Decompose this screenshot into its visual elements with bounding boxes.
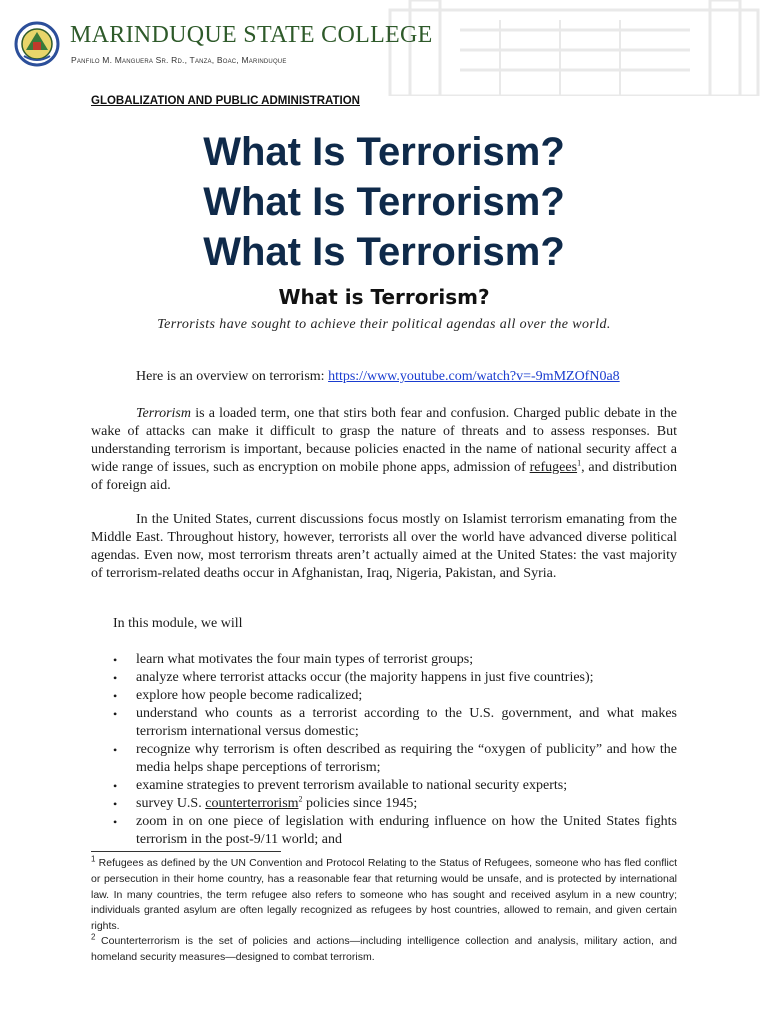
bullet-icon: • <box>113 689 118 703</box>
footnote-2-number: 2 <box>91 932 96 942</box>
bullet-icon: • <box>113 653 118 667</box>
list-item: • analyze where terrorist attacks occur (the majority happens in just five countries); <box>113 670 594 685</box>
refugees-link[interactable]: refugees <box>529 460 578 475</box>
footnote-divider <box>91 851 281 852</box>
paragraph2-text: In the United States, current discussions focus mostly on Islamist terrorism emanating from the Middle East. Throughout history, however, terrorists all over the world have advanced diverse political agendas. Even now, most terrorism threats aren’t actually aimed at the United States: the vast majority of terrorism-related deaths occur in Afghanistan, Iraq, Nigeria, Pakistan, and Syria. <box>91 512 677 581</box>
bullet7-pre: survey U.S. <box>136 796 206 811</box>
list-item: • explore how people become radicalized; <box>113 688 363 703</box>
page-title-line-3: What Is Terrorism? <box>203 230 565 274</box>
footnote-2 <box>91 934 677 966</box>
section-heading: What is Terrorism? <box>278 285 490 309</box>
building-watermark <box>380 0 768 96</box>
epigraph: Terrorists have sought to achieve their political agendas all over the world. <box>157 317 611 332</box>
footnote-2-text: Counterterrorism is the set of policies and actions—including intelligence collection and analysis, military action, and homeland security measures—designed to combat terrorism. <box>91 935 677 963</box>
page-title-line-2: What Is Terrorism? <box>203 180 565 224</box>
college-address: Panfilo M. Manguera Sr. Rd., Tanza, Boac, Marinduque <box>71 55 287 65</box>
bullet7-post: policies since 1945; <box>302 796 418 811</box>
page-title-line-1: What Is Terrorism? <box>203 130 565 174</box>
course-title: GLOBALIZATION AND PUBLIC ADMINISTRATION <box>91 95 360 107</box>
list-item: • learn what motivates the four main types of terrorist groups; <box>113 652 474 667</box>
footnote-ref-1[interactable]: 1 <box>577 458 582 468</box>
paragraph-united-states <box>91 511 677 583</box>
footnote-1 <box>91 856 677 935</box>
bullet-icon: • <box>113 797 118 811</box>
module-intro: In this module, we will <box>113 616 243 631</box>
overview-line <box>136 369 620 385</box>
footnote-1-text: Refugees as defined by the UN Convention and Protocol Relating to the Status of Refugees, someone who has fled conflict or persecution in their home country, has a reasonable fear that returning would be unsafe, and is protected by international law. In many countries, the term refugee also refers to someone who has sought and received asylum in a new country; individuals granted asylum are often legally recognized as refugees by host countries, allowed to remain, and given certain rights. <box>91 857 677 933</box>
list-item: • recognize why terrorism is often described as requiring the “oxygen of publicity” and how the media helps shape perceptions of terrorism; <box>113 742 677 775</box>
module-objectives-list <box>113 651 677 849</box>
bullet-icon: • <box>113 671 118 685</box>
bullet-icon: • <box>113 779 118 793</box>
term-terrorism: Terrorism <box>136 406 191 421</box>
list-item: • understand who counts as a terrorist according to the U.S. government, and what makes terrorism international versus domestic; <box>113 706 677 739</box>
bullet-icon: • <box>113 707 118 721</box>
paragraph1-text-a: is a loaded term, one that stirs both fear and confusion. Charged public debate in the wake of attacks can make it difficult to grasp the nature of threats and to assess responses. But understanding terrorism is important, because policies enacted in the name of national security affect a wide range of issues, such as encryption on mobile phone apps, admission of <box>91 406 677 475</box>
list-item <box>113 795 677 813</box>
counterterrorism-link[interactable]: counterterrorism <box>205 796 299 811</box>
footnote-1-number: 1 <box>91 854 96 864</box>
college-seal-logo <box>14 14 60 78</box>
paragraph1-text-b: , and distribution of foreign aid. <box>91 460 677 493</box>
footnote-ref-2[interactable]: 2 <box>298 794 303 804</box>
overview-label: Here is an overview on terrorism: <box>136 369 329 384</box>
list-item: • examine strategies to prevent terrorism available to national security experts; <box>113 778 568 793</box>
youtube-link[interactable]: https://www.youtube.com/watch?v=-9mMZOfN0a8 <box>328 369 620 384</box>
paragraph-terrorism-definition <box>91 405 677 495</box>
bullet-icon: • <box>113 743 118 757</box>
college-name: MARINDUQUE STATE COLLEGE <box>70 22 433 48</box>
list-item: • zoom in on one piece of legislation with enduring influence on how the United States fights terrorism in the post-9/11 world; and <box>113 814 677 847</box>
bullet-icon: • <box>113 815 118 829</box>
